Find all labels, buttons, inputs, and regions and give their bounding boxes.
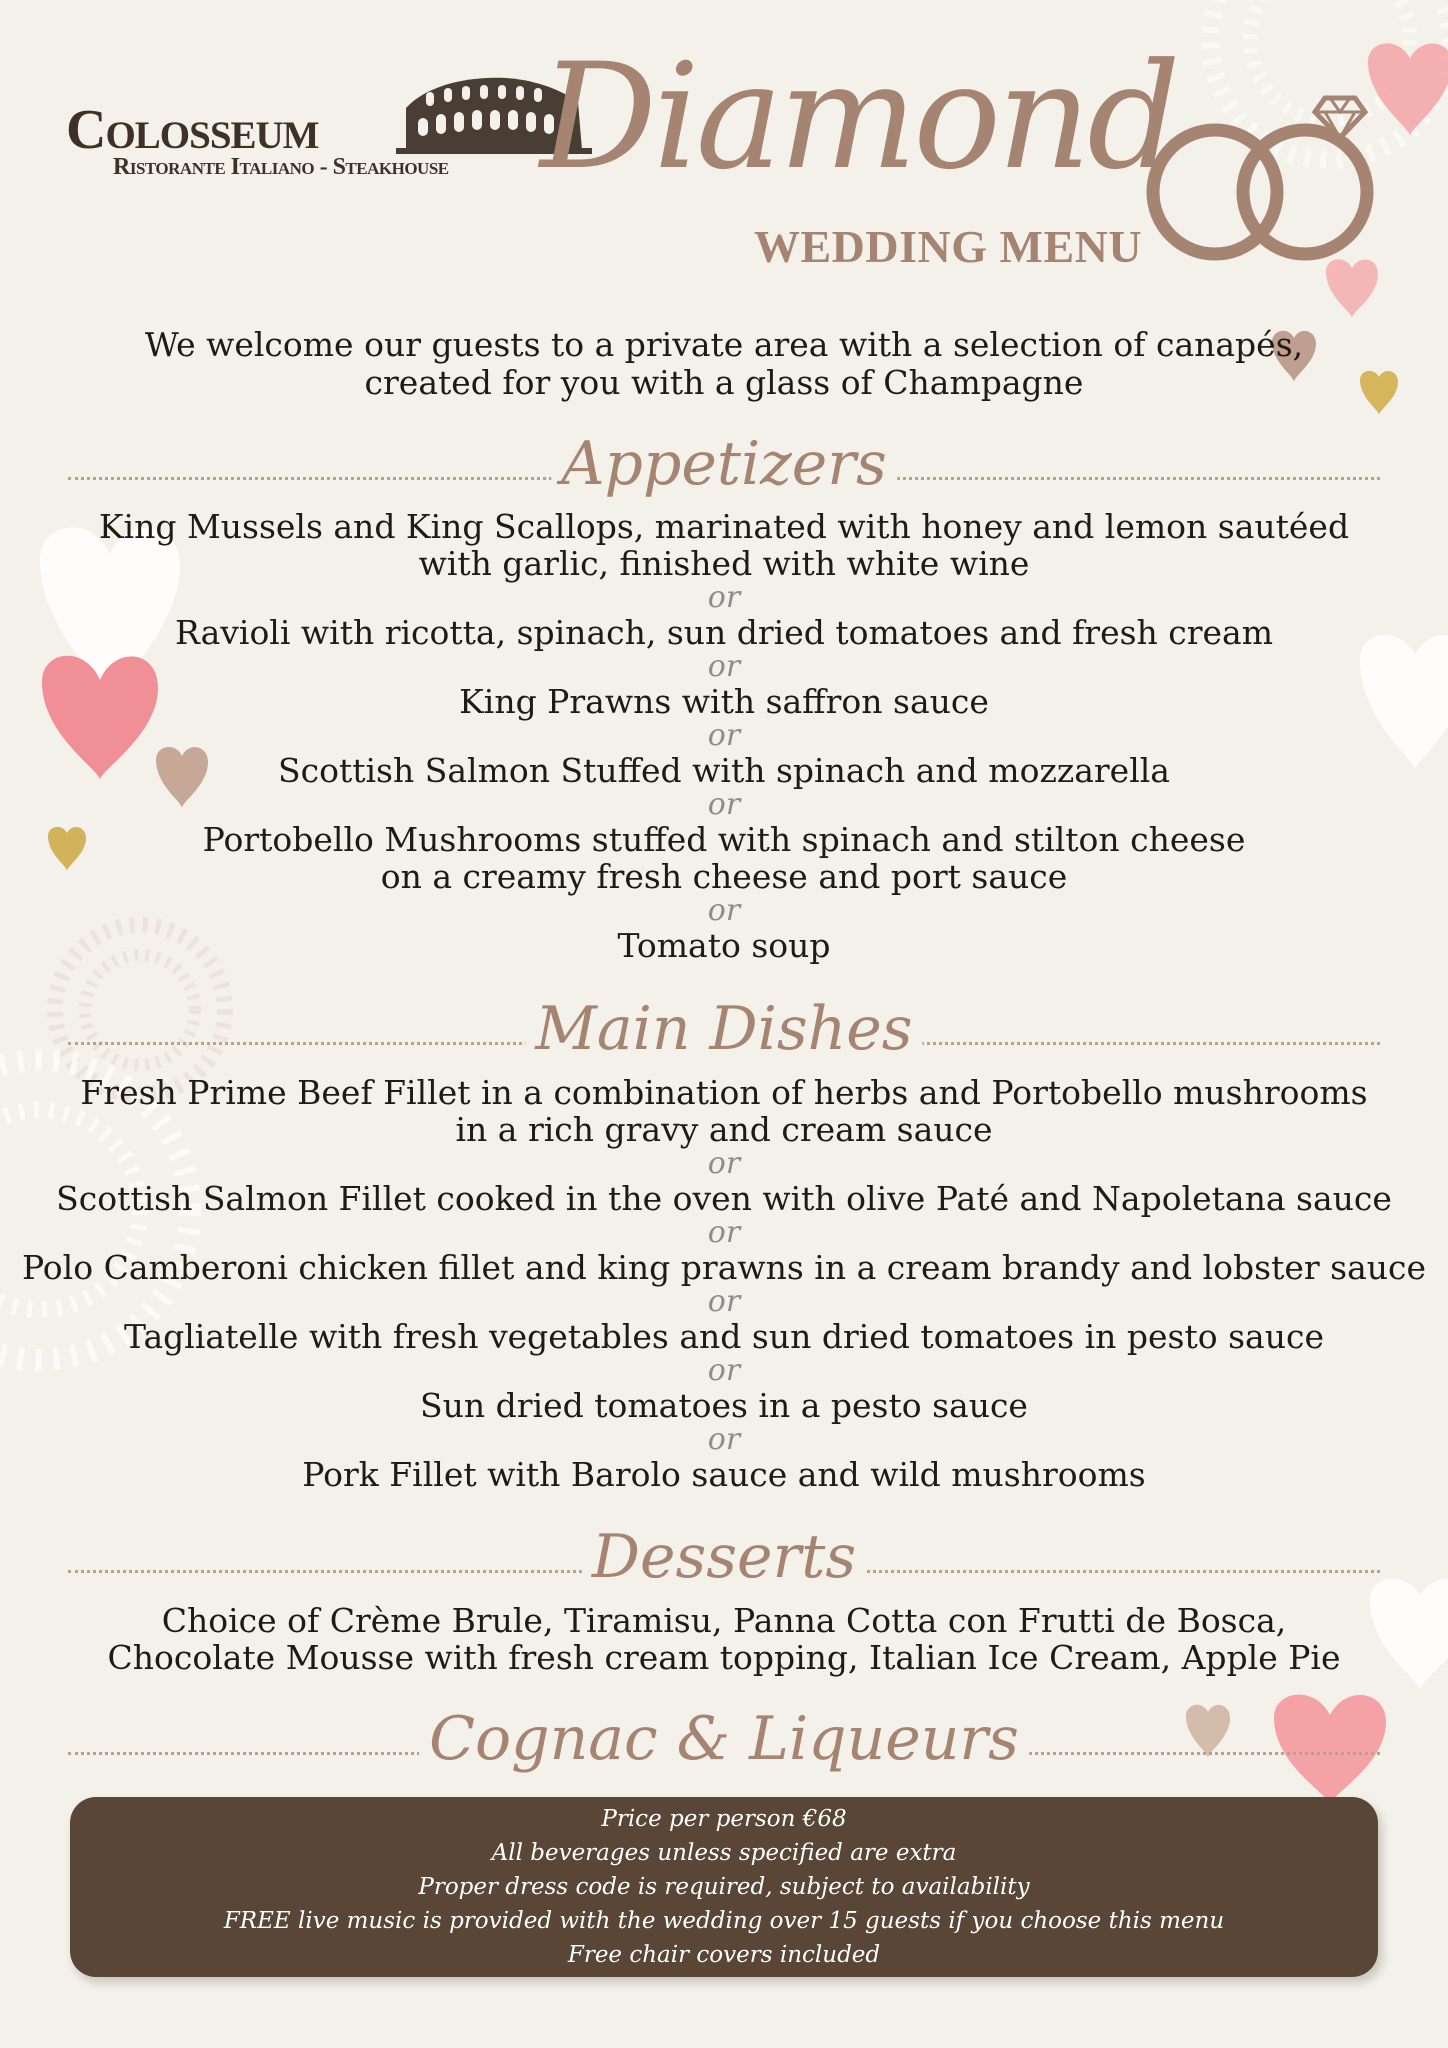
- dish-line: Chocolate Mousse with fresh cream topping, Italian Ice Cream, Apple Pie: [107, 1638, 1341, 1677]
- or-separator: or: [707, 718, 741, 753]
- live-music-note: FREE live music is provided with the wedding over 15 guests if you choose this menu: [223, 1908, 1225, 1934]
- or-separator: or: [707, 1215, 741, 1250]
- intro-line: created for you with a glass of Champagne: [364, 363, 1084, 402]
- desserts-heading: [68, 1518, 1380, 1598]
- dish-line: Sun dried tomatoes in a pesto sauce: [420, 1386, 1028, 1425]
- menu-subtitle: WEDDING MENU: [754, 221, 1143, 272]
- or-separator: or: [707, 1146, 741, 1181]
- section-title: Main Dishes: [525, 990, 922, 1068]
- main-dishes-list: [0, 1074, 1448, 1493]
- dish-line: Polo Camberoni chicken fillet and king prawns in a cream brandy and lobster sauce: [21, 1248, 1427, 1287]
- section-title: Desserts: [582, 1518, 866, 1596]
- price-line: Price per person €68: [601, 1806, 847, 1832]
- desserts-list: [0, 1602, 1448, 1676]
- appetizers-list: [0, 508, 1448, 964]
- dish-line: on a creamy fresh cheese and port sauce: [380, 857, 1068, 896]
- dish-line: Ravioli with ricotta, spinach, sun dried tomatoes and fresh cream: [174, 613, 1274, 652]
- or-separator: or: [707, 1422, 741, 1457]
- dish-line: Scottish Salmon Stuffed with spinach and mozzarella: [278, 751, 1170, 790]
- beverages-note: All beverages unless specified are extra: [491, 1840, 957, 1866]
- intro-line: We welcome our guests to a private area with a selection of canapés,: [144, 325, 1304, 364]
- or-separator: or: [707, 1284, 741, 1319]
- logo-name: Colosseum: [66, 99, 319, 161]
- dish-line: King Prawns with saffron sauce: [459, 682, 989, 721]
- or-separator: or: [707, 580, 741, 615]
- or-separator: or: [707, 893, 741, 928]
- menu-title: Diamond: [540, 32, 1177, 202]
- section-title: Cognac & Liqueurs: [419, 1700, 1029, 1778]
- cognac-heading: [68, 1700, 1380, 1780]
- dish-line: Portobello Mushrooms stuffed with spinach and stilton cheese: [202, 820, 1246, 859]
- or-separator: or: [707, 1353, 741, 1388]
- or-separator: or: [707, 649, 741, 684]
- dish-line: Fresh Prime Beef Fillet in a combination of herbs and Portobello mushrooms: [80, 1073, 1368, 1112]
- dress-code-note: Proper dress code is required, subject to availability: [418, 1874, 1030, 1900]
- dish-line: Pork Fillet with Barolo sauce and wild mushrooms: [302, 1455, 1146, 1494]
- appetizers-heading: [68, 425, 1380, 505]
- dish-line: Choice of Crème Brule, Tiramisu, Panna Cotta con Frutti de Bosca,: [161, 1601, 1287, 1640]
- main-dishes-heading: [68, 990, 1380, 1070]
- dish-line: Tomato soup: [617, 926, 831, 965]
- logo-subtitle: Ristorante Italiano - Steakhouse: [113, 154, 449, 180]
- restaurant-logo: [66, 60, 536, 200]
- dish-line: Scottish Salmon Fillet cooked in the oven with olive Paté and Napoletana sauce: [56, 1179, 1392, 1218]
- pricing-info-box: [70, 1797, 1378, 1977]
- section-title: Appetizers: [551, 425, 897, 503]
- intro-text: [0, 326, 1448, 402]
- or-separator: or: [707, 787, 741, 822]
- dish-line: in a rich gravy and cream sauce: [455, 1110, 993, 1149]
- dish-line: King Mussels and King Scallops, marinated with honey and lemon sautéed: [98, 507, 1350, 546]
- dish-line: with garlic, finished with white wine: [418, 544, 1030, 583]
- wedding-rings-icon: [1140, 80, 1390, 270]
- chair-covers-note: Free chair covers included: [567, 1942, 881, 1968]
- dish-line: Tagliatelle with fresh vegetables and sun dried tomatoes in pesto sauce: [124, 1317, 1324, 1356]
